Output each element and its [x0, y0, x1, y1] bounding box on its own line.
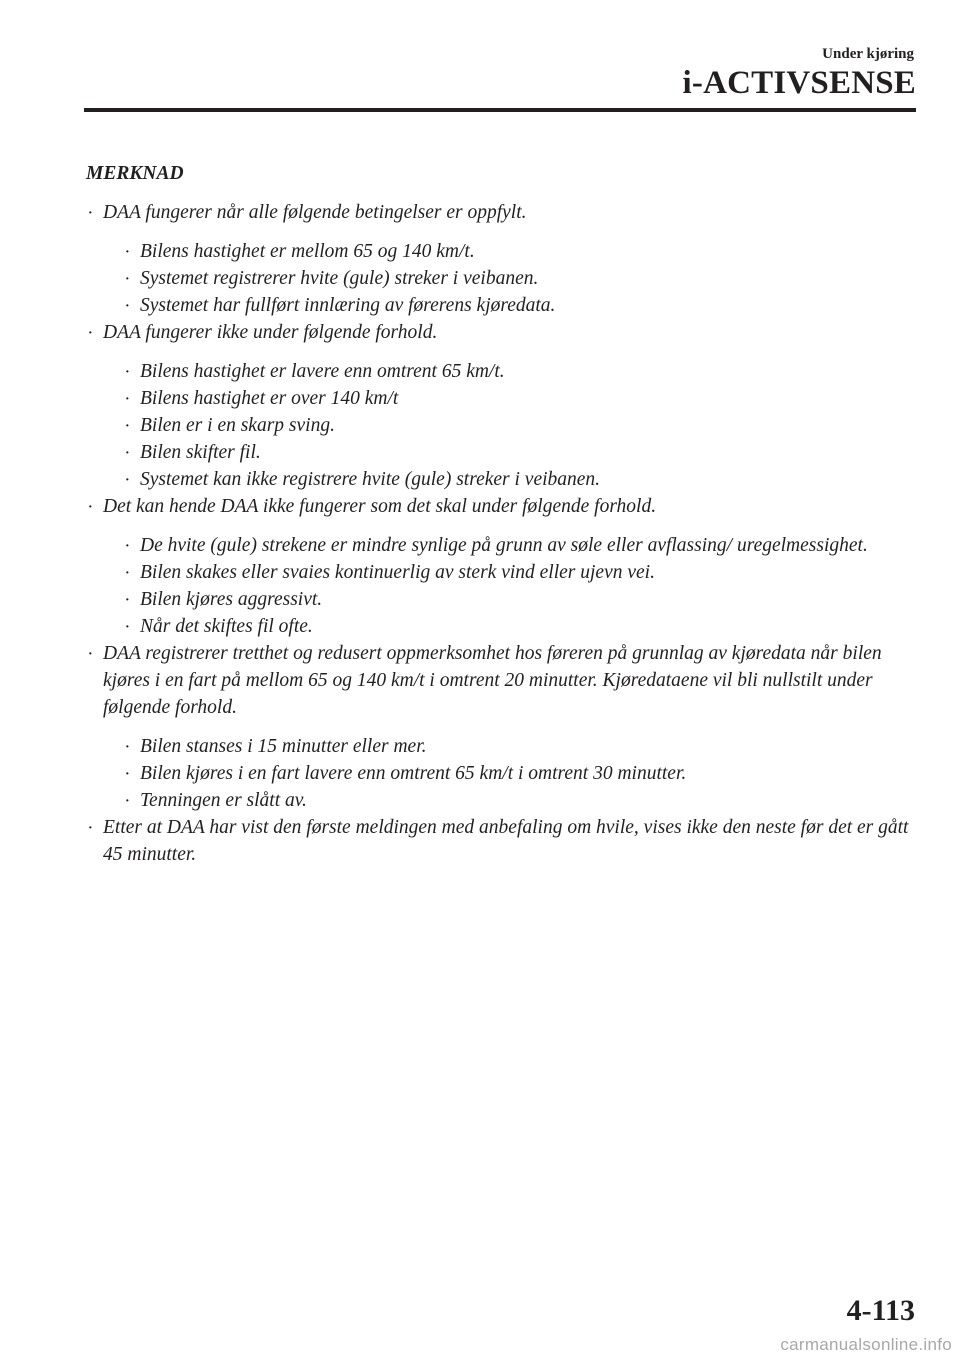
bullet-icon: ·: [125, 539, 130, 554]
note-sub-list: [103, 238, 926, 319]
note-sub-item-text: Bilen skifter fil.: [140, 442, 261, 463]
note-sub-item: [103, 559, 926, 586]
page-title: i-ACTIVSENSE: [682, 65, 916, 101]
note-sub-item: [103, 412, 926, 439]
note-sub-item-text: Bilens hastighet er lavere enn omtrent 65 km/t.: [140, 361, 505, 382]
bullet-icon: ·: [125, 620, 130, 635]
note-sub-item: [103, 787, 926, 814]
bullet-icon: ·: [125, 473, 130, 488]
note-sub-list: [103, 733, 926, 814]
note-item-text: Etter at DAA har vist den første meldingen med anbefaling om hvile, vises ikke den neste før det er gått 45 minutter.: [103, 817, 909, 865]
bullet-icon: ·: [125, 767, 130, 782]
watermark: carmanualsonline.info: [780, 1335, 952, 1354]
note-sub-item-text: Systemet har fullført innlæring av førerens kjøredata.: [140, 295, 556, 316]
note-sub-item-text: Bilens hastighet er over 140 km/t: [140, 388, 399, 409]
note-sub-item-text: Bilen stanses i 15 minutter eller mer.: [140, 736, 427, 757]
header-section-label: Under kjøring: [822, 46, 914, 62]
note-item: [86, 640, 926, 814]
note-item: [86, 493, 926, 640]
note-sub-item: [103, 265, 926, 292]
bullet-icon: ·: [125, 392, 130, 407]
bullet-icon: ·: [125, 365, 130, 380]
note-sub-item: [103, 358, 926, 385]
bullet-icon: ·: [125, 794, 130, 809]
note-item-text: DAA registrerer tretthet og redusert oppmerksomhet hos føreren på grunnlag av kjøredata når bilen kjøres i en fart på mellom 65 og 140 km/t i omtrent 20 minutter. Kjøredataene vil bli nullstilt under følgende forhold.: [103, 643, 882, 718]
bullet-icon: ·: [125, 566, 130, 581]
note-item: [86, 199, 926, 319]
note-sub-item-text: De hvite (gule) strekene er mindre synlige på grunn av søle eller avflassing/ uregelmessighet.: [140, 535, 868, 556]
note-sub-item-text: Systemet kan ikke registrere hvite (gule) streker i veibanen.: [140, 469, 601, 490]
note-box: [86, 160, 926, 868]
note-sub-item: [103, 385, 926, 412]
bullet-icon: ·: [125, 740, 130, 755]
note-sub-item: [103, 292, 926, 319]
note-item-text: DAA fungerer ikke under følgende forhold.: [103, 322, 438, 343]
bullet-icon: ·: [125, 446, 130, 461]
note-sub-item-text: Når det skiftes fil ofte.: [140, 616, 313, 637]
bullet-icon: ·: [125, 419, 130, 434]
note-sub-item-text: Bilen er i en skarp sving.: [140, 415, 335, 436]
note-item-text: DAA fungerer når alle følgende betingelser er oppfylt.: [103, 202, 527, 223]
bullet-icon: ·: [88, 821, 93, 836]
note-sub-item-text: Bilens hastighet er mellom 65 og 140 km/t.: [140, 241, 475, 262]
note-item: [86, 814, 926, 868]
note-sub-list: [103, 358, 926, 493]
note-sub-item-text: Bilen kjøres aggressivt.: [140, 589, 323, 610]
note-sub-item-text: Tenningen er slått av.: [140, 790, 307, 811]
note-title: MERKNAD: [86, 163, 184, 184]
note-sub-item-text: Bilen kjøres i en fart lavere enn omtrent 65 km/t i omtrent 30 minutter.: [140, 763, 687, 784]
note-list: [86, 199, 926, 868]
bullet-icon: ·: [88, 206, 93, 221]
note-sub-item: [103, 613, 926, 640]
bullet-icon: ·: [125, 593, 130, 608]
note-item-text: Det kan hende DAA ikke fungerer som det skal under følgende forhold.: [103, 496, 657, 517]
bullet-icon: ·: [125, 299, 130, 314]
note-sub-item: [103, 733, 926, 760]
bullet-icon: ·: [125, 272, 130, 287]
note-sub-item: [103, 439, 926, 466]
note-item: [86, 319, 926, 493]
note-sub-item: [103, 760, 926, 787]
note-sub-item: [103, 466, 926, 493]
note-sub-item-text: Bilen skakes eller svaies kontinuerlig av sterk vind eller ujevn vei.: [140, 562, 655, 583]
bullet-icon: ·: [88, 500, 93, 515]
header-rule: [84, 108, 916, 112]
note-sub-item: [103, 238, 926, 265]
bullet-icon: ·: [88, 647, 93, 662]
bullet-icon: ·: [88, 326, 93, 341]
bullet-icon: ·: [125, 245, 130, 260]
note-sub-item: [103, 532, 926, 559]
note-sub-item: [103, 586, 926, 613]
note-sub-item-text: Systemet registrerer hvite (gule) streker i veibanen.: [140, 268, 539, 289]
page-number: 4-113: [846, 1294, 915, 1327]
note-sub-list: [103, 532, 926, 640]
